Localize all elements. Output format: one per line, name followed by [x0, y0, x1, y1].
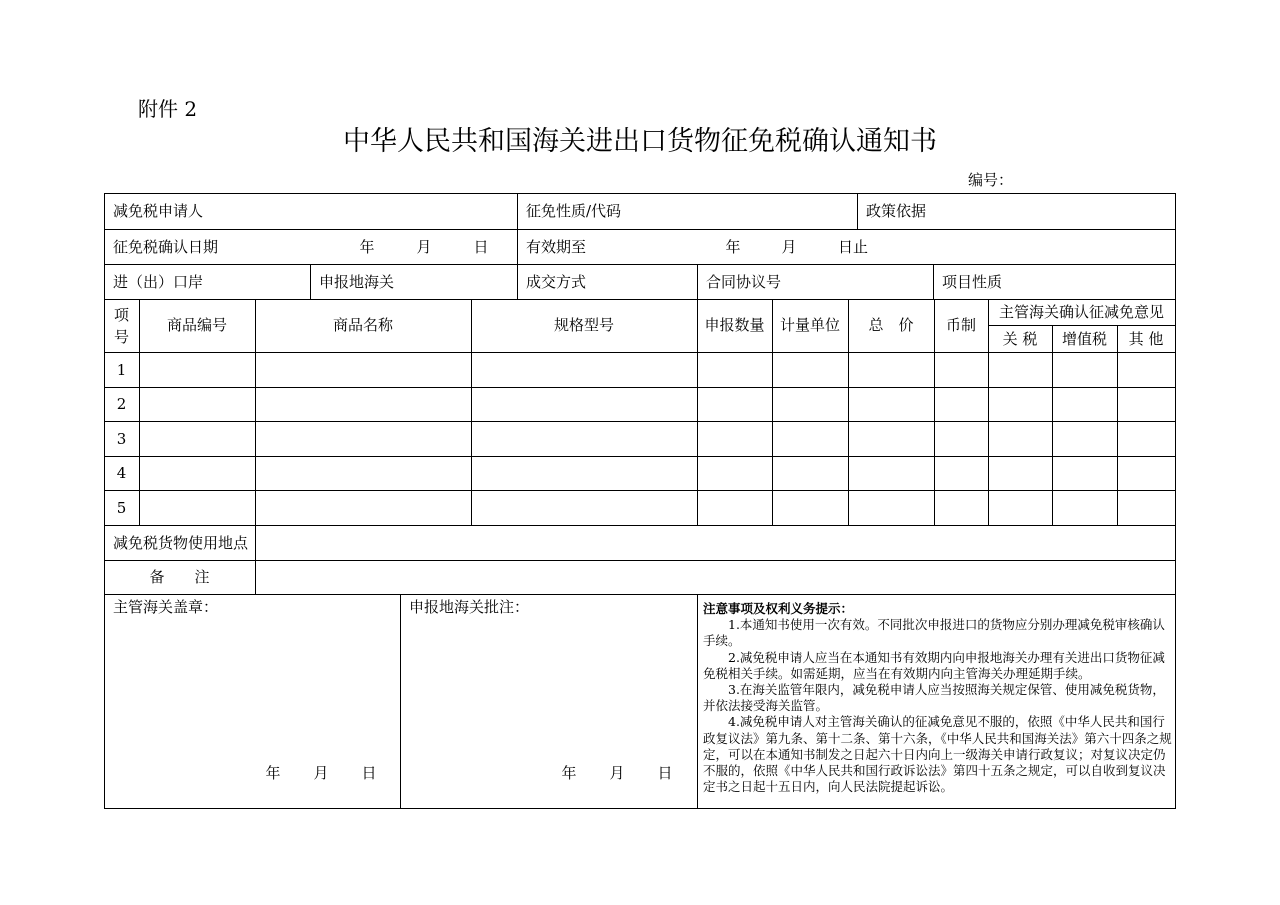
col-opinion: 主管海关确认征减免意见 — [998, 303, 1164, 321]
confirm-month-label: 月 — [416, 237, 432, 256]
col-vat: 增值税 — [1061, 329, 1107, 348]
contract-no-label: 合同协议号 — [706, 272, 782, 291]
remarks-label: 备 注 — [149, 568, 210, 586]
notice-heading: 注意事项及权利义务提示： — [703, 601, 854, 616]
col-other: 其 他 — [1128, 329, 1164, 348]
col-unit: 计量单位 — [779, 316, 840, 334]
notice-item: 1.本通知书使用一次有效。不同批次申报进口的货物应分别办理减免税审核确认手续。 — [703, 617, 1165, 649]
notice-item: 2.减免税申请人应当在本通知书有效期内向申报地海关办理有关进出口货物征减免税相关手续。如需延期，应当在有效期内向主管海关办理延期手续。 — [703, 649, 1165, 681]
project-nature-label: 项目性质 — [942, 272, 1003, 291]
confirm-date-label: 征免税确认日期 — [113, 237, 219, 256]
approval-day-label: 日 — [657, 764, 673, 782]
col-goods-name: 商品名称 — [332, 316, 393, 334]
seal-month-label: 月 — [313, 764, 329, 782]
nature-code-label: 征免性质/代码 — [526, 202, 622, 220]
customs-seal-label: 主管海关盖章： — [113, 598, 219, 616]
usage-place-label: 减免税货物使用地点 — [113, 533, 249, 552]
applicant-label: 减免税申请人 — [113, 202, 204, 220]
confirm-day-label: 日 — [473, 237, 489, 256]
col-total: 总 价 — [868, 316, 914, 334]
col-goods-code: 商品编号 — [166, 316, 227, 334]
seal-year-label: 年 — [265, 764, 281, 782]
form-title: 中华人民共和国海关进出口货物征免税确认通知书 — [343, 126, 937, 157]
row-number: 3 — [116, 429, 127, 448]
valid-month-label: 月 — [781, 237, 797, 256]
notice-block — [703, 601, 1175, 795]
serial-number-label: 编号： — [968, 171, 1014, 189]
port-label: 进（出）口岸 — [113, 272, 204, 291]
attachment-label: 附件 2 — [138, 97, 198, 121]
notice-item: 3.在海关监管年限内，减免税申请人应当按照海关规定保管、使用减免税货物，并依法接受海关监管。 — [703, 682, 1165, 714]
row-number: 2 — [116, 395, 127, 413]
col-currency: 币制 — [945, 316, 976, 334]
row-number: 4 — [116, 464, 127, 482]
row-number: 1 — [116, 360, 127, 379]
notice-item: 4.减免税申请人对主管海关确认的征减免意见不服的，依照《中华人民共和国行政复议法》第九条、第十二条、第十六条，《中华人民共和国海关法》第六十四条之规定，可以在本通知书制发之日起六十日内向上一级海关申请行政复议；对复议决定仍不服的，依照《中华人民共和国行政诉讼法》第四十五条之规定，可以自收到复议决定书之日起十五日内，向人民法院提起诉讼。 — [703, 714, 1172, 795]
seal-day-label: 日 — [361, 764, 377, 782]
approval-label: 申报地海关批注： — [409, 598, 530, 616]
col-spec: 规格型号 — [553, 316, 614, 334]
transaction-mode-label: 成交方式 — [526, 272, 587, 291]
policy-basis-label: 政策依据 — [866, 202, 927, 220]
valid-until-label: 有效期至 — [526, 237, 587, 256]
col-qty: 申报数量 — [704, 316, 765, 334]
confirm-year-label: 年 — [359, 237, 375, 256]
row-number: 5 — [116, 498, 127, 517]
col-tariff: 关 税 — [1002, 329, 1038, 348]
valid-day-end-label: 日止 — [838, 237, 869, 256]
approval-month-label: 月 — [609, 764, 625, 782]
col-item-no: 项 号 — [113, 305, 129, 346]
valid-year-label: 年 — [725, 237, 741, 256]
declare-customs-label: 申报地海关 — [319, 272, 395, 291]
approval-year-label: 年 — [561, 764, 577, 782]
